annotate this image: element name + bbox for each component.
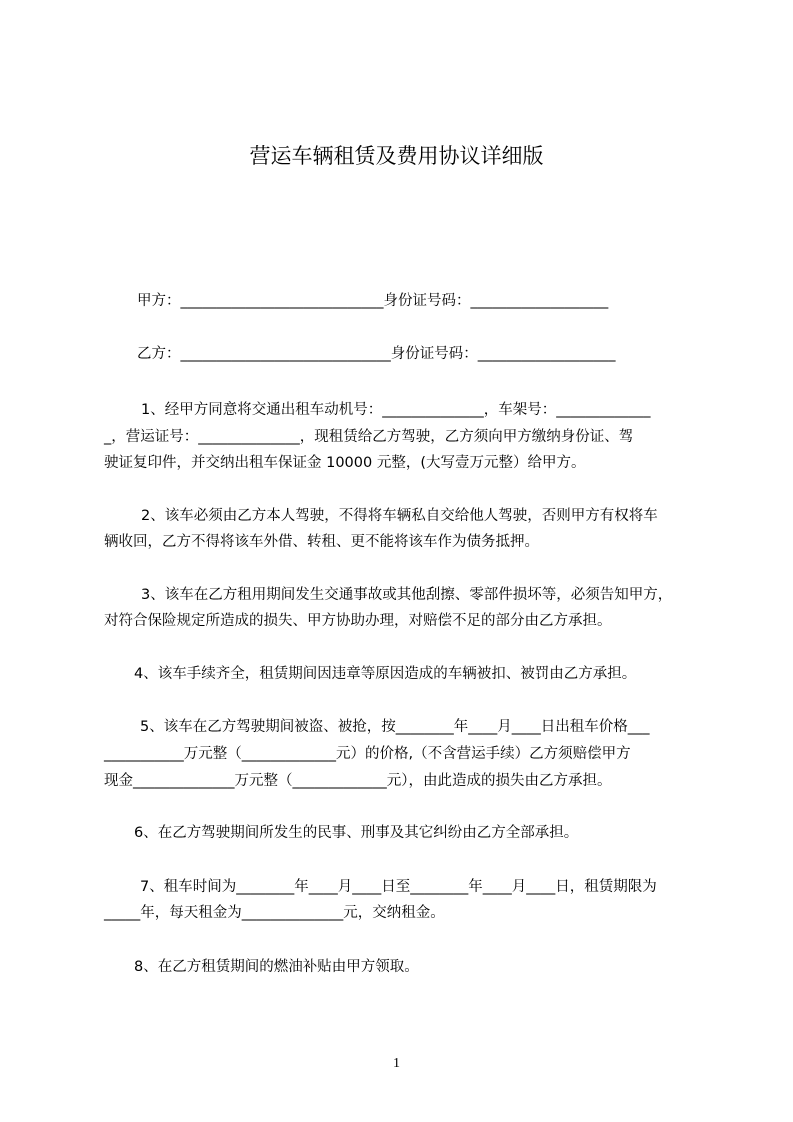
clause-7-line-1: 7、租车时间为________年____月____日至________年____月____日，租赁期限为 [140, 879, 657, 895]
clause-5-line-2: ___________万元整（_____________元）的价格,（不含营运手续）乙方须赔偿甲方 [104, 746, 631, 762]
clause-7-line-2: _____年，每天租金为______________元，交纳租金。 [104, 905, 445, 921]
clause-2-line-2: 辆收回，乙方不得将该车外借、转租、更不能将该车作为债务抵押。 [104, 534, 539, 550]
clause-5-line-1: 5、该车在乙方驾驶期间被盗、被抢，按________年____月____日出租车价格___ [140, 719, 650, 735]
party-a-line: 甲方：____________________________身份证号码：___________________ [137, 293, 609, 309]
clause-4-line-1: 4、该车手续齐全，租赁期间因违章等原因造成的车辆被扣、被罚由乙方承担。 [134, 666, 637, 682]
party-b-line: 乙方：_____________________________身份证号码：___________________ [137, 346, 616, 362]
clause-2-line-1: 2、该车必须由乙方本人驾驶，不得将车辆私自交给他人驾驶，否则甲方有权将车 [141, 508, 658, 524]
clause-3-line-1: 3、该车在乙方租用期间发生交通事故或其他刮擦、零部件损坏等，必须告知甲方， [141, 587, 673, 603]
clause-1-line-2: _，营运证号：______________，现租赁给乙方驾驶，乙方须向甲方缴纳身份证、驾 [104, 429, 634, 445]
clause-3-line-2: 对符合保险规定所造成的损失、甲方协助办理，对赔偿不足的部分由乙方承担。 [104, 613, 612, 629]
clause-8-line-1: 8、在乙方租赁期间的燃油补贴由甲方领取。 [134, 959, 419, 975]
document-title: 营运车辆租赁及费用协议详细版 [249, 144, 544, 168]
clause-1-line-3: 驶证复印件，并交纳出租车保证金 10000 元整，(大写壹万元整）给甲方。 [104, 455, 586, 471]
page-number: 1 [393, 1056, 400, 1071]
clause-6-line-1: 6、在乙方驾驶期间所发生的民事、刑事及其它纠纷由乙方全部承担。 [134, 825, 579, 841]
clause-5-line-3: 现金______________万元整（_____________元），由此造成的损失由乙方承担。 [104, 773, 612, 789]
clause-1-line-1: 1、经甲方同意将交通出租车动机号：______________，车架号：_____________ [141, 402, 651, 418]
